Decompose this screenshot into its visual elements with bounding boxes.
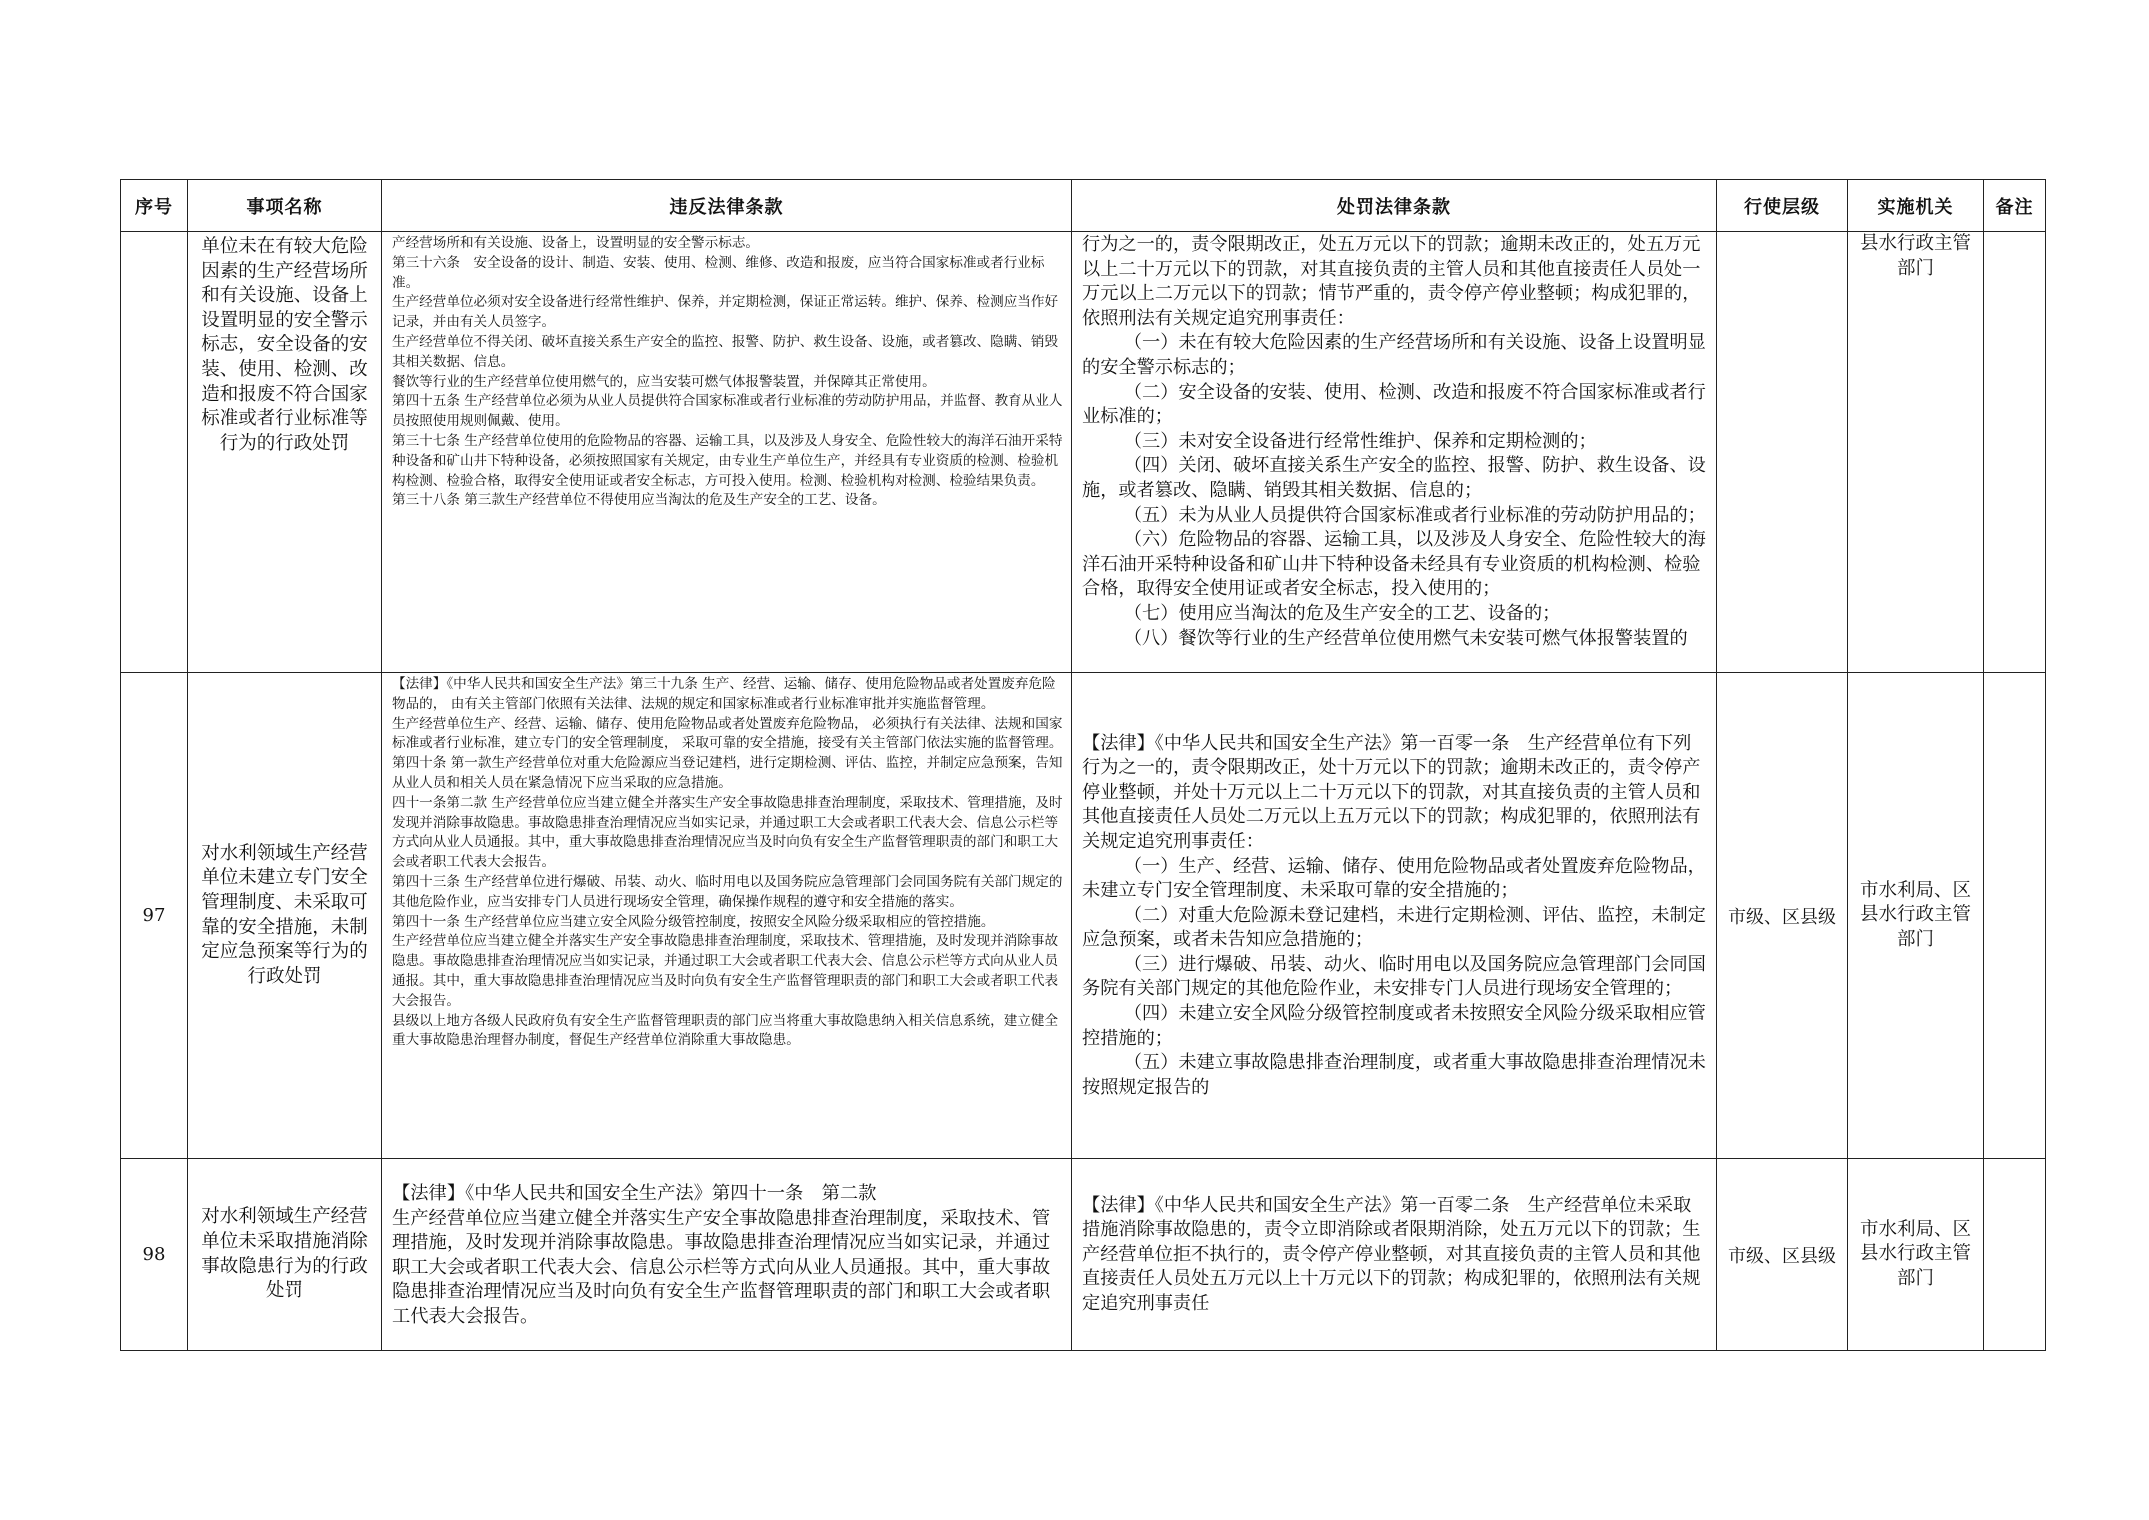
- cell-note: [1984, 673, 2046, 1159]
- cell-level: [1717, 232, 1848, 673]
- violation-para: 生产经营单位必须对安全设备进行经常性维护、保养，并定期检测，保证正常运转。维护、保养、检测应当作好记录，并由有关人员签字。: [392, 294, 1059, 331]
- penalty-item: （三）进行爆破、吊装、动火、临时用电以及国务院应急管理部门会同国务院有关部门规定的其他危险作业，未安排专门人员进行现场安全管理的；: [1082, 953, 1706, 1000]
- penalty-item: （七）使用应当淘汰的危及生产安全的工艺、设备的；: [1123, 602, 1561, 624]
- header-row: [121, 180, 2046, 232]
- penalty-lead: 【法律】《中华人民共和国安全生产法》第一百零二条 生产经营单位未采取措施消除事故隐患的，责令立即消除或者限期消除，处五万元以下的罚款；生产经营单位拒不执行的，责令停产停业整顿，对其直接负责的主管人员和其他直接责任人员处五万元以上十万元以下的罚款；构成犯罪的，依照刑法有关规定追究刑事责任: [1082, 1194, 1701, 1314]
- cell-violation: [382, 232, 1072, 673]
- cell-penalty: [1072, 232, 1717, 673]
- header-violation: 违反法律条款: [382, 180, 1072, 232]
- cell-no: 97: [121, 673, 188, 1159]
- cell-name: 对水利领域生产经营单位未建立专门安全管理制度、未采取可靠的安全措施，未制定应急预案等行为的行政处罚: [188, 673, 382, 1159]
- cell-org: 市水利局、区县水行政主管部门: [1848, 1159, 1984, 1351]
- cell-note: [1984, 232, 2046, 673]
- violation-para: 生产经营单位应当建立健全并落实生产安全事故隐患排查治理制度，采取技术、管理措施，及时发现并消除事故隐患。事故隐患排查治理情况应当如实记录，并通过职工大会或者职工代表大会、信息公示栏等方式向从业人员通报。其中，重大事故隐患排查治理情况应当及时向负有安全生产监督管理职责的部门和职工大会或者职工代表大会报告。: [392, 1207, 1051, 1327]
- header-note: 备注: [1984, 180, 2046, 232]
- cell-penalty: [1072, 673, 1717, 1159]
- penalty-item: （二）对重大危险源未登记建档，未进行定期检测、评估、监控，未制定应急预案，或者未告知应急措施的；: [1082, 904, 1706, 951]
- table-row: [121, 232, 2046, 673]
- penalty-lead: 【法律】《中华人民共和国安全生产法》第一百零一条 生产经营单位有下列行为之一的，责令限期改正，处十万元以下的罚款；逾期未改正的，责令停产停业整顿，并处十万元以上二十万元以下的罚款，对其直接负责的主管人员和其他直接责任人员处二万元以上五万元以下的罚款；构成犯罪的，依照刑法有关规定追究刑事责任：: [1082, 732, 1701, 852]
- violation-para: 第四十一条 生产经营单位应当建立安全风险分级管控制度，按照安全风险分级采取相应的管控措施。: [392, 913, 995, 930]
- cell-violation: [382, 673, 1072, 1159]
- violation-para: 第四十三条 生产经营单位进行爆破、吊装、动火、临时用电以及国务院应急管理部门会同国务院有关部门规定的其他危险作业，应当安排专门人员进行现场安全管理，确保操作规程的遵守和安全措施的落实。: [392, 873, 1063, 910]
- cell-violation: [382, 1159, 1072, 1351]
- cell-name: 对水利领域生产经营单位未采取措施消除事故隐患行为的行政处罚: [188, 1159, 382, 1351]
- table-row: [121, 1159, 2046, 1351]
- cell-org: 市水利局、区县水行政主管部门: [1848, 673, 1984, 1159]
- penalty-item: （五）未建立事故隐患排查治理制度，或者重大事故隐患排查治理情况未按照规定报告的: [1082, 1052, 1706, 1098]
- cell-level: 市级、区县级: [1717, 1159, 1848, 1351]
- penalty-item: （一）生产、经营、运输、储存、使用危险物品或者处置废弃危险物品，未建立专门安全管理制度、未采取可靠的安全措施的；: [1082, 855, 1706, 902]
- header-no: 序号: [121, 180, 188, 232]
- violation-para: 第三十八条 第三款生产经营单位不得使用应当淘汰的危及生产安全的工艺、设备。: [392, 492, 886, 509]
- violation-para: 生产经营单位应当建立健全并落实生产安全事故隐患排查治理制度，采取技术、管理措施，及时发现并消除事故隐患。事故隐患排查治理情况应当如实记录，并通过职工大会或者职工代表大会、信息公示栏等方式向从业人员通报。其中，重大事故隐患排查治理情况应当及时向负有安全生产监督管理职责的部门和职工大会或者职工代表大会报告。: [392, 933, 1059, 1009]
- penalty-item: （三）未对安全设备进行经常性维护、保养和定期检测的；: [1123, 430, 1597, 452]
- penalty-item: （二）安全设备的安装、使用、检测、改造和报废不符合国家标准或者行业标准的；: [1082, 381, 1706, 428]
- penalty-item: （八）餐饮等行业的生产经营单位使用燃气未安装可燃气体报警装置的: [1123, 627, 1688, 649]
- header-name: 事项名称: [188, 180, 382, 232]
- cell-level: 市级、区县级: [1717, 673, 1848, 1159]
- cell-no: 98: [121, 1159, 188, 1351]
- header-penalty: 处罚法律条款: [1072, 180, 1717, 232]
- header-org: 实施机关: [1848, 180, 1984, 232]
- violation-para: 县级以上地方各级人民政府负有安全生产监督管理职责的部门应当将重大事故隐患纳入相关信息系统，建立健全重大事故隐患治理督办制度，督促生产经营单位消除重大事故隐患。: [392, 1012, 1059, 1049]
- table-row: [121, 673, 2046, 1159]
- penalty-item: （四）未建立安全风险分级管控制度或者未按照安全风险分级采取相应管控措施的；: [1082, 1003, 1706, 1049]
- violation-para: 第四十条 第一款生产经营单位对重大危险源应当登记建档，进行定期检测、评估、监控，并制定应急预案，告知从业人员和相关人员在紧急情况下应当采取的应急措施。: [392, 755, 1063, 791]
- violation-para: 生产经营单位不得关闭、破坏直接关系生产安全的监控、报警、防护、救生设备、设施，或者篡改、隐瞒、销毁其相关数据、信息。: [392, 333, 1059, 370]
- cell-penalty: [1072, 1159, 1717, 1351]
- penalty-item: （四）关闭、破坏直接关系生产安全的监控、报警、防护、救生设备、设施，或者篡改、隐瞒、销毁其相关数据、信息的；: [1082, 455, 1706, 501]
- cell-name: 单位未在有较大危险因素的生产经营场所和有关设施、设备上设置明显的安全警示标志，安全设备的安装、使用、检测、改造和报废不符合国家标准或者行业标准等行为的行政处罚: [188, 232, 382, 673]
- penalty-lead: 行为之一的，责令限期改正，处五万元以下的罚款；逾期未改正的，处五万元以上二十万元以下的罚款，对其直接负责的主管人员和其他直接责任人员处一万元以上二万元以下的罚款；情节严重的，责令停产停业整顿；构成犯罪的，依照刑法有关规定追究刑事责任：: [1082, 234, 1701, 329]
- violation-para: 产经营场所和有关设施、设备上，设置明显的安全警示标志。: [392, 235, 760, 251]
- violation-para: 第三十六条 安全设备的设计、制造、安装、使用、检测、维修、改造和报废，应当符合国家标准或者行业标准。: [392, 254, 1045, 291]
- cell-note: [1984, 1159, 2046, 1351]
- violation-para: 四十一条第二款 生产经营单位应当建立健全并落实生产安全事故隐患排查治理制度，采取技术、管理措施，及时发现并消除事故隐患。事故隐患排查治理情况应当如实记录，并通过职工大会或者职工代表大会、信息公示栏等方式向从业人员通报。其中，重大事故隐患排查治理情况应当及时向负有安全生产监督管理职责的部门和职工大会或者职工代表大会报告。: [392, 794, 1063, 871]
- violation-para: 第三十七条 生产经营单位使用的危险物品的容器、运输工具，以及涉及人身安全、危险性较大的海洋石油开采特种设备和矿山井下特种设备，必须按照国家有关规定，由专业生产单位生产，并经具有专业资质的检测、检验机构检测、检验合格，取得安全使用证或者安全标志，方可投入使用。检测、检验机构对检测、检验结果负责。: [392, 432, 1063, 489]
- violation-para: 生产经营单位生产、经营、运输、储存、使用危险物品或者处置废弃危险物品， 必须执行有关法律、法规和国家标准或者行业标准，建立专门的安全管理制度， 采取可靠的安全措施，接受有关主管部门依法实施的监督管理。: [392, 715, 1063, 752]
- penalty-table: [120, 179, 2046, 1351]
- violation-para: 【法律】《中华人民共和国安全生产法》第三十九条 生产、经营、运输、储存、使用危险物品或者处置废弃危险物品的， 由有关主管部门依照有关法律、法规的规定和国家标准或者行业标准审批并实施监督管理。: [392, 676, 1056, 712]
- cell-org: 县水行政主管部门: [1848, 232, 1984, 673]
- penalty-item: （一）未在有较大危险因素的生产经营场所和有关设施、设备上设置明显的安全警示标志的；: [1082, 332, 1706, 378]
- penalty-item: （五）未为从业人员提供符合国家标准或者行业标准的劳动防护用品的；: [1123, 504, 1706, 526]
- header-level: 行使层级: [1717, 180, 1848, 232]
- penalty-item: （六）危险物品的容器、运输工具，以及涉及人身安全、危险性较大的海洋石油开采特种设备和矿山井下特种设备未经具有专业资质的机构检测、检验合格，取得安全使用证或者安全标志，投入使用的；: [1082, 529, 1706, 600]
- cell-no: [121, 232, 188, 673]
- violation-para: 餐饮等行业的生产经营单位使用燃气的，应当安装可燃气体报警装置，并保障其正常使用。: [392, 373, 936, 390]
- violation-para: 第四十五条 生产经营单位必须为从业人员提供符合国家标准或者行业标准的劳动防护用品，并监督、教育从业人员按照使用规则佩戴、使用。: [392, 393, 1063, 430]
- violation-para: 【法律】《中华人民共和国安全生产法》第四十一条 第二款: [392, 1183, 877, 1204]
